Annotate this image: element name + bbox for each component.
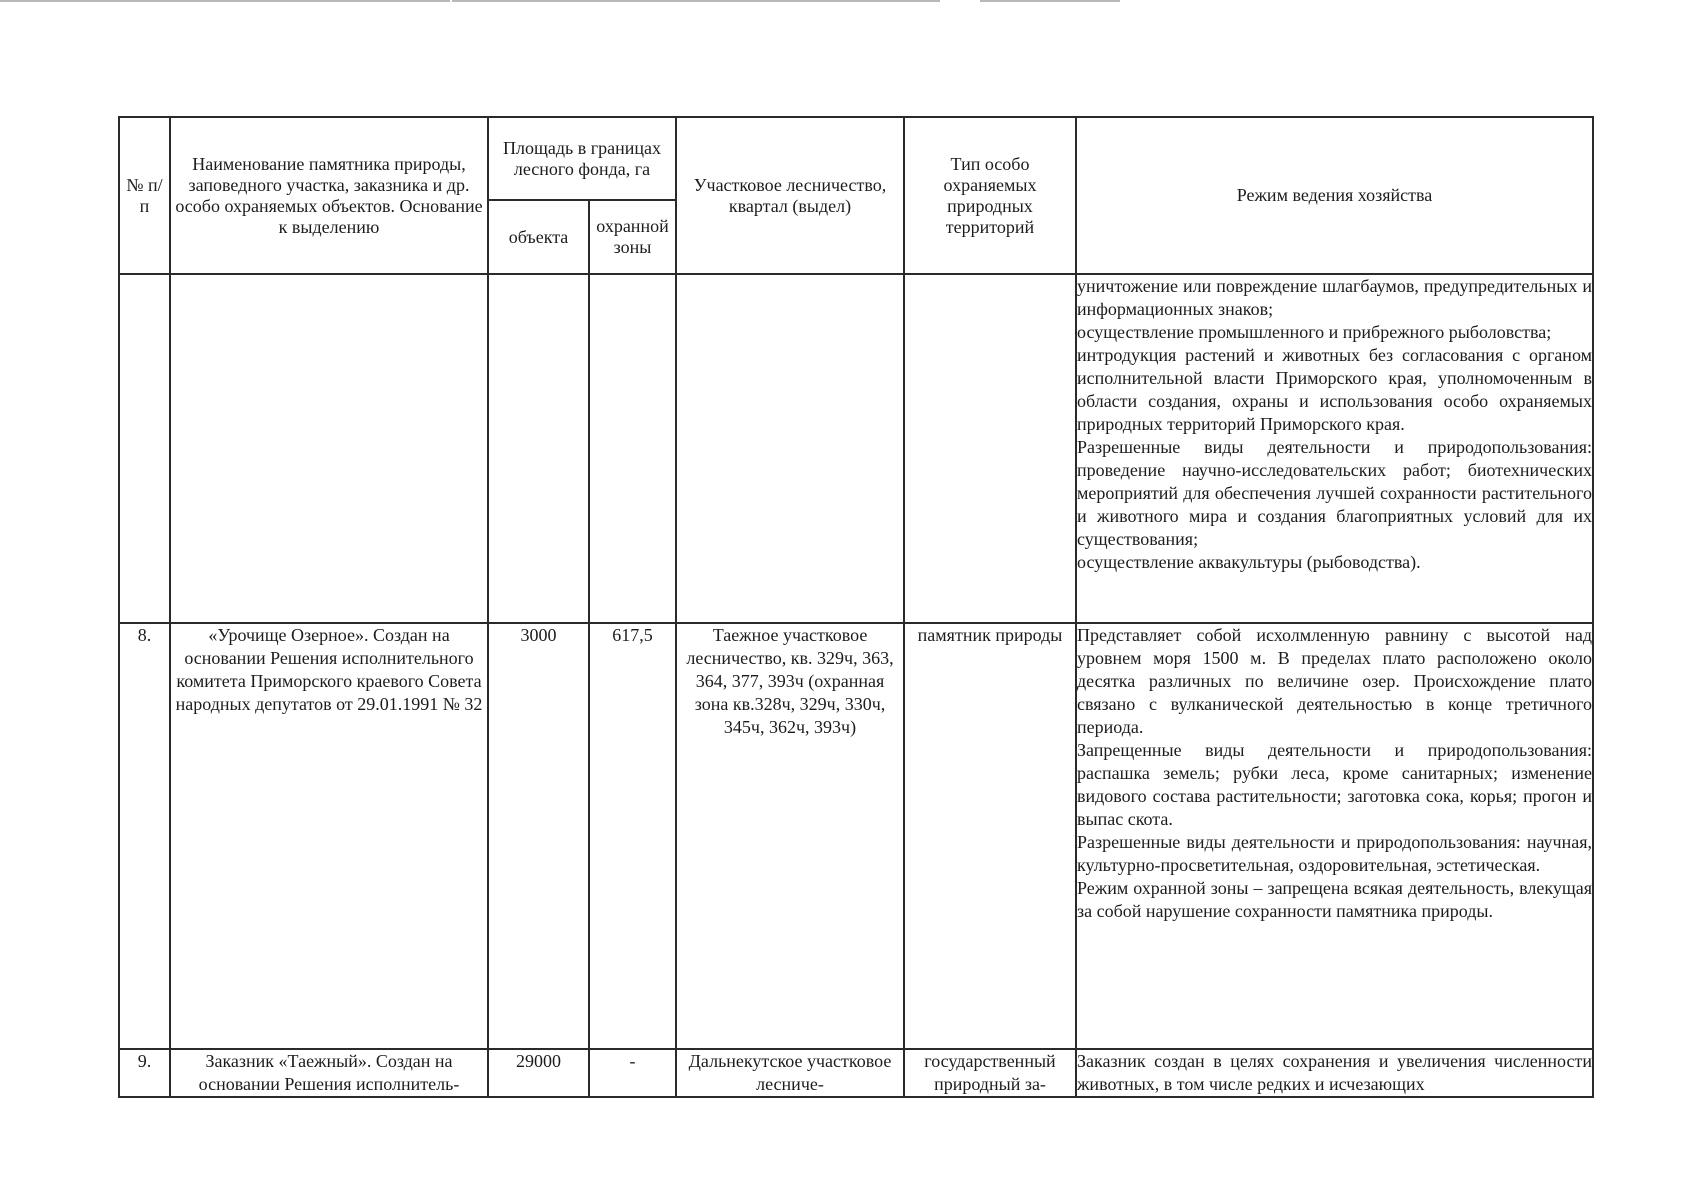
row-area-zone [589, 274, 676, 623]
header-area-zone: охранной зоны [589, 200, 676, 274]
row-regime [1076, 1049, 1593, 1097]
header-type: Тип особо охраняемых природных территорий [904, 117, 1076, 274]
header-name: Наименование памятника природы, заповедного участка, заказника и др. особо охраняемых объектов. Основание к выделению [170, 117, 488, 274]
row-area-object: 29000 [488, 1049, 589, 1097]
regime-paragraph: осуществление промышленного и прибрежного рыболовства; [1077, 322, 1552, 342]
row-area-zone: 617,5 [589, 623, 676, 1049]
row-name [170, 274, 488, 623]
row-num: 9. [119, 1049, 170, 1097]
row-area-object: 3000 [488, 623, 589, 1049]
regime-paragraph: Заказник создан в целях сохранения и увеличения численности животных, в том числе редких и исчезающих [1077, 1051, 1592, 1094]
scan-edge-line [452, 0, 940, 2]
table-row [119, 623, 1593, 1049]
header-forestry: Участковое лесничество, квартал (выдел) [676, 117, 904, 274]
row-area-object [488, 274, 589, 623]
row-type [904, 274, 1076, 623]
row-num: 8. [119, 623, 170, 1049]
header-area: Площадь в границах лесного фонда, га [488, 117, 676, 200]
regime-paragraph: Разрешенные виды деятельности и природопользования: научная, культурно-просветительная, оздоровительная, эстетическая. [1077, 832, 1592, 875]
row-name: «Урочище Озерное». Создан на основании Решения исполнительного комитета Приморского краевого Совета народных депутатов от 29.01.1991 № 32 [170, 623, 488, 1049]
regime-paragraph: Запрещенные виды деятельности и природопользования: распашка земель; рубки леса, кроме санитарных; изменение видового состава растительности; заготовка сока, корья; прогон и выпас скота. [1077, 740, 1592, 829]
row-area-zone: - [589, 1049, 676, 1097]
row-type: памятник природы [904, 623, 1076, 1049]
header-regime: Режим ведения хозяйства [1076, 117, 1593, 274]
row-regime [1076, 274, 1593, 623]
scan-edge-line [0, 0, 450, 2]
regime-paragraph: Разрешенные виды деятельности и природопользования: проведение научно-исследовательских работ; биотехнических мероприятий для обеспечения лучшей сохранности растительного и животного мира и создания благоприятных условий для их существования; [1077, 437, 1592, 549]
regime-paragraph: уничтожение или повреждение шлагбаумов, предупредительных и информационных знаков; [1077, 276, 1592, 319]
row-forestry: Дальнекутское участковое лесниче- [676, 1049, 904, 1097]
table-row [119, 274, 1593, 623]
row-num [119, 274, 170, 623]
regime-paragraph: осуществление аквакультуры (рыбоводства). [1077, 552, 1421, 572]
scan-edge-line [980, 0, 1120, 2]
regime-paragraph: интродукция растений и животных без согласования с органом исполнительной власти Приморского края, уполномоченным в области создания, охраны и использования особо охраняемых природных территорий Приморского края. [1077, 345, 1592, 434]
regime-paragraph: Представляет собой исхолмленную равнину с высотой над уровнем моря 1500 м. В пределах плато расположено около десятка различных по величине озер. Происхождение плато связано с вулканической деятельностью в конце третичного периода. [1077, 625, 1592, 737]
row-name: Заказник «Таежный». Создан на основании Решения исполнитель- [170, 1049, 488, 1097]
row-regime [1076, 623, 1593, 1049]
header-area-object: объекта [488, 200, 589, 274]
table-row [119, 1049, 1593, 1097]
row-forestry [676, 274, 904, 623]
header-num: № п/п [119, 117, 170, 274]
regime-paragraph: Режим охранной зоны – запрещена всякая деятельность, влекущая за собой нарушение сохранности памятника природы. [1077, 878, 1592, 921]
protected-areas-table [118, 116, 1594, 1098]
row-type: государственный природный за- [904, 1049, 1076, 1097]
row-forestry: Таежное участковое лесничество, кв. 329ч, 363, 364, 377, 393ч (охранная зона кв.328ч, 329ч, 330ч, 345ч, 362ч, 393ч) [676, 623, 904, 1049]
